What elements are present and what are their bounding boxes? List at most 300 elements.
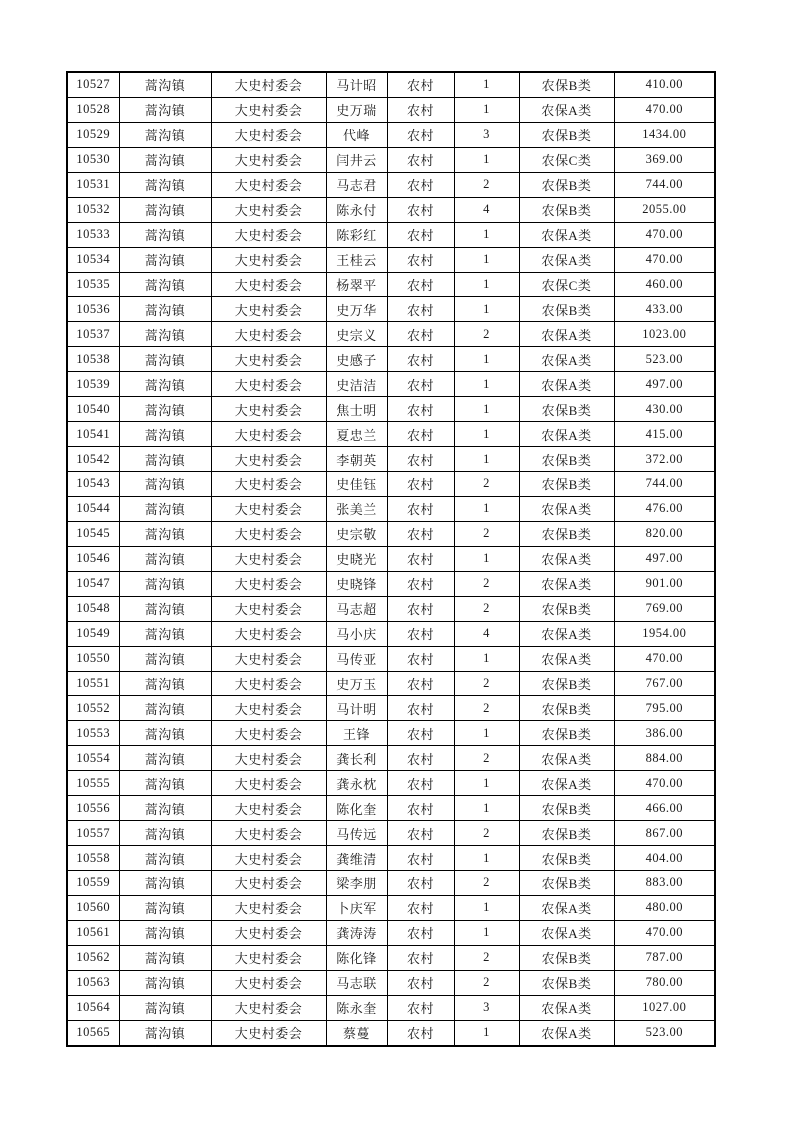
table-row bbox=[67, 846, 715, 871]
insurance-category: 农保B类 bbox=[519, 447, 614, 472]
record-id: 10562 bbox=[67, 945, 119, 970]
village-committee: 大史村委会 bbox=[211, 172, 326, 197]
amount: 497.00 bbox=[614, 372, 715, 397]
amount: 780.00 bbox=[614, 970, 715, 995]
record-id: 10528 bbox=[67, 97, 119, 122]
table-row bbox=[67, 596, 715, 621]
residence-type: 农村 bbox=[387, 521, 454, 546]
town: 蒿沟镇 bbox=[119, 397, 211, 422]
record-id: 10537 bbox=[67, 322, 119, 347]
residence-type: 农村 bbox=[387, 596, 454, 621]
village-committee: 大史村委会 bbox=[211, 272, 326, 297]
insurance-category: 农保B类 bbox=[519, 970, 614, 995]
person-name: 王桂云 bbox=[326, 247, 387, 272]
record-id: 10532 bbox=[67, 197, 119, 222]
record-id: 10546 bbox=[67, 546, 119, 571]
person-name: 马小庆 bbox=[326, 621, 387, 646]
amount: 386.00 bbox=[614, 721, 715, 746]
village-committee: 大史村委会 bbox=[211, 646, 326, 671]
table-row bbox=[67, 147, 715, 172]
table-row bbox=[67, 222, 715, 247]
village-committee: 大史村委会 bbox=[211, 846, 326, 871]
table-row bbox=[67, 646, 715, 671]
person-name: 史宗敬 bbox=[326, 521, 387, 546]
insurance-category: 农保A类 bbox=[519, 372, 614, 397]
town: 蒿沟镇 bbox=[119, 696, 211, 721]
person-count: 2 bbox=[454, 322, 519, 347]
insurance-category: 农保B类 bbox=[519, 671, 614, 696]
residence-type: 农村 bbox=[387, 272, 454, 297]
town: 蒿沟镇 bbox=[119, 771, 211, 796]
village-committee: 大史村委会 bbox=[211, 895, 326, 920]
amount: 795.00 bbox=[614, 696, 715, 721]
table-row bbox=[67, 796, 715, 821]
insurance-category: 农保A类 bbox=[519, 621, 614, 646]
record-id: 10559 bbox=[67, 871, 119, 896]
record-id: 10531 bbox=[67, 172, 119, 197]
person-name: 史万瑞 bbox=[326, 97, 387, 122]
amount: 433.00 bbox=[614, 297, 715, 322]
town: 蒿沟镇 bbox=[119, 97, 211, 122]
record-id: 10558 bbox=[67, 846, 119, 871]
residence-type: 农村 bbox=[387, 920, 454, 945]
person-name: 龚永枕 bbox=[326, 771, 387, 796]
insurance-category: 农保A类 bbox=[519, 222, 614, 247]
town: 蒿沟镇 bbox=[119, 447, 211, 472]
person-name: 龚涛涛 bbox=[326, 920, 387, 945]
town: 蒿沟镇 bbox=[119, 621, 211, 646]
table-row bbox=[67, 122, 715, 147]
table-row bbox=[67, 571, 715, 596]
person-count: 1 bbox=[454, 297, 519, 322]
person-name: 蔡蔓 bbox=[326, 1020, 387, 1045]
record-id: 10534 bbox=[67, 247, 119, 272]
town: 蒿沟镇 bbox=[119, 372, 211, 397]
residence-type: 农村 bbox=[387, 546, 454, 571]
village-committee: 大史村委会 bbox=[211, 621, 326, 646]
person-count: 4 bbox=[454, 197, 519, 222]
residence-type: 农村 bbox=[387, 122, 454, 147]
town: 蒿沟镇 bbox=[119, 920, 211, 945]
residence-type: 农村 bbox=[387, 347, 454, 372]
town: 蒿沟镇 bbox=[119, 247, 211, 272]
table-row bbox=[67, 995, 715, 1020]
table-row bbox=[67, 970, 715, 995]
amount: 787.00 bbox=[614, 945, 715, 970]
person-name: 陈永付 bbox=[326, 197, 387, 222]
village-committee: 大史村委会 bbox=[211, 945, 326, 970]
amount: 460.00 bbox=[614, 272, 715, 297]
insurance-category: 农保B类 bbox=[519, 72, 614, 97]
table-row bbox=[67, 472, 715, 497]
person-name: 王锋 bbox=[326, 721, 387, 746]
record-id: 10542 bbox=[67, 447, 119, 472]
town: 蒿沟镇 bbox=[119, 671, 211, 696]
town: 蒿沟镇 bbox=[119, 546, 211, 571]
residence-type: 农村 bbox=[387, 821, 454, 846]
insurance-category: 农保B类 bbox=[519, 172, 614, 197]
residence-type: 农村 bbox=[387, 621, 454, 646]
town: 蒿沟镇 bbox=[119, 297, 211, 322]
village-committee: 大史村委会 bbox=[211, 297, 326, 322]
amount: 884.00 bbox=[614, 746, 715, 771]
table-row bbox=[67, 422, 715, 447]
amount: 410.00 bbox=[614, 72, 715, 97]
town: 蒿沟镇 bbox=[119, 721, 211, 746]
person-name: 马传亚 bbox=[326, 646, 387, 671]
table-row bbox=[67, 322, 715, 347]
amount: 867.00 bbox=[614, 821, 715, 846]
village-committee: 大史村委会 bbox=[211, 372, 326, 397]
town: 蒿沟镇 bbox=[119, 895, 211, 920]
residence-type: 农村 bbox=[387, 422, 454, 447]
table-row bbox=[67, 671, 715, 696]
record-id: 10564 bbox=[67, 995, 119, 1020]
village-committee: 大史村委会 bbox=[211, 147, 326, 172]
person-count: 2 bbox=[454, 970, 519, 995]
amount: 466.00 bbox=[614, 796, 715, 821]
person-count: 1 bbox=[454, 247, 519, 272]
person-name: 梁李朋 bbox=[326, 871, 387, 896]
residence-type: 农村 bbox=[387, 871, 454, 896]
records-table-body bbox=[67, 72, 715, 1046]
insurance-category: 农保B类 bbox=[519, 297, 614, 322]
person-name: 陈彩红 bbox=[326, 222, 387, 247]
person-count: 2 bbox=[454, 472, 519, 497]
amount: 497.00 bbox=[614, 546, 715, 571]
person-name: 陈化锋 bbox=[326, 945, 387, 970]
table-row bbox=[67, 397, 715, 422]
person-name: 代峰 bbox=[326, 122, 387, 147]
town: 蒿沟镇 bbox=[119, 222, 211, 247]
person-count: 2 bbox=[454, 172, 519, 197]
record-id: 10552 bbox=[67, 696, 119, 721]
village-committee: 大史村委会 bbox=[211, 721, 326, 746]
insurance-category: 农保A类 bbox=[519, 995, 614, 1020]
residence-type: 农村 bbox=[387, 72, 454, 97]
table-row bbox=[67, 871, 715, 896]
insurance-category: 农保B类 bbox=[519, 696, 614, 721]
insurance-category: 农保B类 bbox=[519, 521, 614, 546]
residence-type: 农村 bbox=[387, 447, 454, 472]
village-committee: 大史村委会 bbox=[211, 422, 326, 447]
table-row bbox=[67, 621, 715, 646]
person-count: 2 bbox=[454, 821, 519, 846]
person-name: 焦士明 bbox=[326, 397, 387, 422]
amount: 1023.00 bbox=[614, 322, 715, 347]
person-count: 1 bbox=[454, 721, 519, 746]
person-count: 1 bbox=[454, 447, 519, 472]
insurance-category: 农保C类 bbox=[519, 147, 614, 172]
town: 蒿沟镇 bbox=[119, 147, 211, 172]
record-id: 10541 bbox=[67, 422, 119, 447]
town: 蒿沟镇 bbox=[119, 521, 211, 546]
person-name: 卜庆军 bbox=[326, 895, 387, 920]
insurance-category: 农保B类 bbox=[519, 796, 614, 821]
residence-type: 农村 bbox=[387, 646, 454, 671]
person-name: 龚维清 bbox=[326, 846, 387, 871]
village-committee: 大史村委会 bbox=[211, 447, 326, 472]
person-count: 1 bbox=[454, 646, 519, 671]
town: 蒿沟镇 bbox=[119, 1020, 211, 1045]
residence-type: 农村 bbox=[387, 372, 454, 397]
record-id: 10527 bbox=[67, 72, 119, 97]
amount: 404.00 bbox=[614, 846, 715, 871]
table-row bbox=[67, 895, 715, 920]
amount: 1954.00 bbox=[614, 621, 715, 646]
insurance-category: 农保C类 bbox=[519, 272, 614, 297]
record-id: 10555 bbox=[67, 771, 119, 796]
records-table bbox=[66, 71, 716, 1047]
person-count: 1 bbox=[454, 272, 519, 297]
amount: 369.00 bbox=[614, 147, 715, 172]
table-row bbox=[67, 521, 715, 546]
amount: 415.00 bbox=[614, 422, 715, 447]
town: 蒿沟镇 bbox=[119, 846, 211, 871]
person-name: 马计昭 bbox=[326, 72, 387, 97]
town: 蒿沟镇 bbox=[119, 72, 211, 97]
record-id: 10536 bbox=[67, 297, 119, 322]
amount: 470.00 bbox=[614, 646, 715, 671]
record-id: 10535 bbox=[67, 272, 119, 297]
table-row bbox=[67, 272, 715, 297]
person-count: 1 bbox=[454, 147, 519, 172]
person-name: 张美兰 bbox=[326, 496, 387, 521]
village-committee: 大史村委会 bbox=[211, 72, 326, 97]
amount: 470.00 bbox=[614, 222, 715, 247]
town: 蒿沟镇 bbox=[119, 197, 211, 222]
town: 蒿沟镇 bbox=[119, 422, 211, 447]
residence-type: 农村 bbox=[387, 97, 454, 122]
record-id: 10551 bbox=[67, 671, 119, 696]
record-id: 10529 bbox=[67, 122, 119, 147]
person-name: 史晓光 bbox=[326, 546, 387, 571]
table-row bbox=[67, 721, 715, 746]
village-committee: 大史村委会 bbox=[211, 821, 326, 846]
residence-type: 农村 bbox=[387, 247, 454, 272]
amount: 767.00 bbox=[614, 671, 715, 696]
village-committee: 大史村委会 bbox=[211, 521, 326, 546]
village-committee: 大史村委会 bbox=[211, 397, 326, 422]
person-name: 闫井云 bbox=[326, 147, 387, 172]
insurance-category: 农保A类 bbox=[519, 496, 614, 521]
person-name: 陈化奎 bbox=[326, 796, 387, 821]
person-count: 1 bbox=[454, 72, 519, 97]
person-count: 1 bbox=[454, 496, 519, 521]
residence-type: 农村 bbox=[387, 397, 454, 422]
residence-type: 农村 bbox=[387, 771, 454, 796]
residence-type: 农村 bbox=[387, 1020, 454, 1045]
insurance-category: 农保B类 bbox=[519, 397, 614, 422]
residence-type: 农村 bbox=[387, 895, 454, 920]
record-id: 10540 bbox=[67, 397, 119, 422]
village-committee: 大史村委会 bbox=[211, 97, 326, 122]
village-committee: 大史村委会 bbox=[211, 472, 326, 497]
person-count: 2 bbox=[454, 671, 519, 696]
amount: 744.00 bbox=[614, 172, 715, 197]
person-count: 1 bbox=[454, 372, 519, 397]
person-count: 2 bbox=[454, 945, 519, 970]
town: 蒿沟镇 bbox=[119, 472, 211, 497]
village-committee: 大史村委会 bbox=[211, 571, 326, 596]
amount: 476.00 bbox=[614, 496, 715, 521]
residence-type: 农村 bbox=[387, 995, 454, 1020]
town: 蒿沟镇 bbox=[119, 821, 211, 846]
record-id: 10538 bbox=[67, 347, 119, 372]
residence-type: 农村 bbox=[387, 696, 454, 721]
town: 蒿沟镇 bbox=[119, 646, 211, 671]
village-committee: 大史村委会 bbox=[211, 496, 326, 521]
residence-type: 农村 bbox=[387, 297, 454, 322]
amount: 430.00 bbox=[614, 397, 715, 422]
insurance-category: 农保A类 bbox=[519, 97, 614, 122]
town: 蒿沟镇 bbox=[119, 496, 211, 521]
table-row bbox=[67, 746, 715, 771]
village-committee: 大史村委会 bbox=[211, 671, 326, 696]
insurance-category: 农保A类 bbox=[519, 571, 614, 596]
person-name: 史晓锋 bbox=[326, 571, 387, 596]
residence-type: 农村 bbox=[387, 322, 454, 347]
person-name: 李朝英 bbox=[326, 447, 387, 472]
record-id: 10561 bbox=[67, 920, 119, 945]
amount: 470.00 bbox=[614, 97, 715, 122]
record-id: 10548 bbox=[67, 596, 119, 621]
person-name: 史洁洁 bbox=[326, 372, 387, 397]
table-row bbox=[67, 72, 715, 97]
village-committee: 大史村委会 bbox=[211, 197, 326, 222]
record-id: 10543 bbox=[67, 472, 119, 497]
table-row bbox=[67, 546, 715, 571]
person-count: 1 bbox=[454, 97, 519, 122]
person-name: 史万玉 bbox=[326, 671, 387, 696]
amount: 1027.00 bbox=[614, 995, 715, 1020]
table-row bbox=[67, 347, 715, 372]
table-row bbox=[67, 821, 715, 846]
village-committee: 大史村委会 bbox=[211, 920, 326, 945]
insurance-category: 农保A类 bbox=[519, 422, 614, 447]
person-name: 史佳钰 bbox=[326, 472, 387, 497]
record-id: 10539 bbox=[67, 372, 119, 397]
person-count: 4 bbox=[454, 621, 519, 646]
insurance-category: 农保B类 bbox=[519, 846, 614, 871]
amount: 820.00 bbox=[614, 521, 715, 546]
person-count: 1 bbox=[454, 771, 519, 796]
person-count: 1 bbox=[454, 895, 519, 920]
record-id: 10557 bbox=[67, 821, 119, 846]
insurance-category: 农保B类 bbox=[519, 197, 614, 222]
village-committee: 大史村委会 bbox=[211, 546, 326, 571]
residence-type: 农村 bbox=[387, 472, 454, 497]
amount: 470.00 bbox=[614, 771, 715, 796]
insurance-category: 农保A类 bbox=[519, 322, 614, 347]
insurance-category: 农保A类 bbox=[519, 347, 614, 372]
person-count: 2 bbox=[454, 871, 519, 896]
person-count: 2 bbox=[454, 571, 519, 596]
village-committee: 大史村委会 bbox=[211, 771, 326, 796]
insurance-category: 农保A类 bbox=[519, 895, 614, 920]
insurance-category: 农保A类 bbox=[519, 1020, 614, 1045]
insurance-category: 农保B类 bbox=[519, 871, 614, 896]
person-count: 2 bbox=[454, 596, 519, 621]
insurance-category: 农保B类 bbox=[519, 721, 614, 746]
town: 蒿沟镇 bbox=[119, 122, 211, 147]
amount: 372.00 bbox=[614, 447, 715, 472]
person-count: 1 bbox=[454, 846, 519, 871]
table-row bbox=[67, 945, 715, 970]
residence-type: 农村 bbox=[387, 496, 454, 521]
town: 蒿沟镇 bbox=[119, 347, 211, 372]
insurance-category: 农保B类 bbox=[519, 122, 614, 147]
town: 蒿沟镇 bbox=[119, 945, 211, 970]
person-name: 马志联 bbox=[326, 970, 387, 995]
town: 蒿沟镇 bbox=[119, 596, 211, 621]
amount: 883.00 bbox=[614, 871, 715, 896]
village-committee: 大史村委会 bbox=[211, 1020, 326, 1045]
village-committee: 大史村委会 bbox=[211, 347, 326, 372]
amount: 769.00 bbox=[614, 596, 715, 621]
village-committee: 大史村委会 bbox=[211, 596, 326, 621]
village-committee: 大史村委会 bbox=[211, 247, 326, 272]
insurance-category: 农保B类 bbox=[519, 596, 614, 621]
table-row bbox=[67, 447, 715, 472]
record-id: 10544 bbox=[67, 496, 119, 521]
amount: 523.00 bbox=[614, 1020, 715, 1045]
residence-type: 农村 bbox=[387, 671, 454, 696]
amount: 470.00 bbox=[614, 247, 715, 272]
table-row bbox=[67, 1020, 715, 1045]
village-committee: 大史村委会 bbox=[211, 995, 326, 1020]
village-committee: 大史村委会 bbox=[211, 871, 326, 896]
village-committee: 大史村委会 bbox=[211, 322, 326, 347]
person-name: 史宗义 bbox=[326, 322, 387, 347]
table-row bbox=[67, 496, 715, 521]
person-name: 马志君 bbox=[326, 172, 387, 197]
amount: 480.00 bbox=[614, 895, 715, 920]
person-name: 史万华 bbox=[326, 297, 387, 322]
person-count: 1 bbox=[454, 1020, 519, 1045]
town: 蒿沟镇 bbox=[119, 571, 211, 596]
person-count: 2 bbox=[454, 746, 519, 771]
amount: 744.00 bbox=[614, 472, 715, 497]
record-id: 10545 bbox=[67, 521, 119, 546]
insurance-category: 农保A类 bbox=[519, 771, 614, 796]
person-count: 3 bbox=[454, 122, 519, 147]
table-row bbox=[67, 372, 715, 397]
residence-type: 农村 bbox=[387, 172, 454, 197]
person-count: 1 bbox=[454, 796, 519, 821]
town: 蒿沟镇 bbox=[119, 970, 211, 995]
insurance-category: 农保B类 bbox=[519, 472, 614, 497]
table-row bbox=[67, 920, 715, 945]
record-id: 10553 bbox=[67, 721, 119, 746]
record-id: 10530 bbox=[67, 147, 119, 172]
village-committee: 大史村委会 bbox=[211, 696, 326, 721]
record-id: 10556 bbox=[67, 796, 119, 821]
town: 蒿沟镇 bbox=[119, 172, 211, 197]
person-count: 1 bbox=[454, 222, 519, 247]
person-count: 1 bbox=[454, 397, 519, 422]
village-committee: 大史村委会 bbox=[211, 796, 326, 821]
person-name: 史感子 bbox=[326, 347, 387, 372]
table-row bbox=[67, 771, 715, 796]
record-id: 10563 bbox=[67, 970, 119, 995]
insurance-category: 农保B类 bbox=[519, 945, 614, 970]
person-count: 1 bbox=[454, 347, 519, 372]
person-count: 1 bbox=[454, 422, 519, 447]
person-name: 杨翠平 bbox=[326, 272, 387, 297]
record-id: 10560 bbox=[67, 895, 119, 920]
person-count: 2 bbox=[454, 521, 519, 546]
